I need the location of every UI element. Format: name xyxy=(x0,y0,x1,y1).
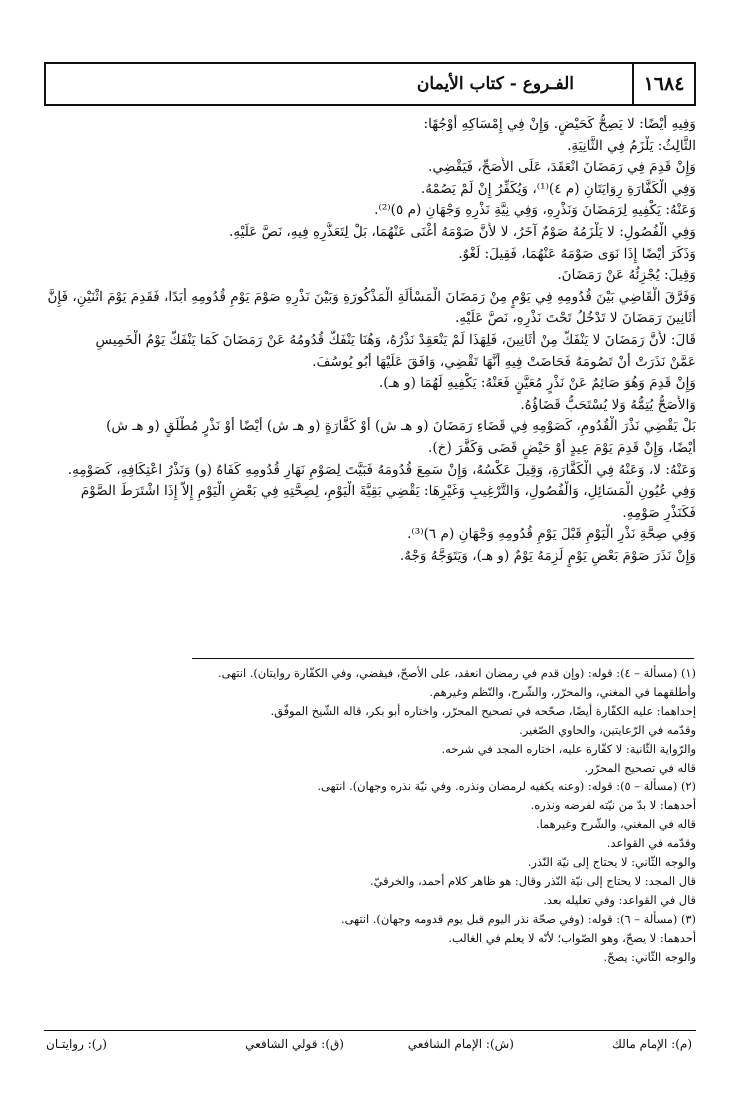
footnotes xyxy=(46,664,696,967)
text-line: أَيْضًا، وَإِنْ قَدِمَ يَوْمَ عِيدٍ أَوْ حَيْضٍ قَضَى وَكَفَّرَ (خ). xyxy=(428,439,696,456)
main-text xyxy=(46,114,696,567)
footnote-line: أحدهما: لا يصحّ، وهو الصّواب؛ لأنّه لا يعلم في الغالب. xyxy=(448,930,696,945)
footnote-line: (٣) (مسألة – ٦): قوله: (وفي صحّة نذر اليوم قبل يوم قدومه وجهان). انتهى. xyxy=(341,911,696,926)
legend-riwayatan: (ر): روايتـان xyxy=(46,1037,107,1051)
text-line: وَالأَصَحُّ يُتِمُّهُ وَلا يُسْتَحَبُّ قَضَاؤُهُ. xyxy=(520,396,696,413)
text-line: وَفِي الْفُصُولِ: لا يَلْزَمُهُ صَوْمٌ آخَرُ، لا لأَنَّ صَوْمَهُ أَغْنَى عَنْهُمَا، بَلْ لِتَعَذُّرِهِ فِيهِ، نَصَّ عَلَيْهِ. xyxy=(229,223,696,240)
legend-malik: (م): الإمام مالك xyxy=(611,1037,692,1051)
footnote-line: والرّواية الثّانية: لا كفّارة عليه، اختاره المجد في شرحه. xyxy=(441,741,696,756)
footnote-line: (٢) (مسألة – ٥): قوله: (وعنه يكفيه لرمضان ونذره. وفي نيّة نذره وجهان). انتهى. xyxy=(317,779,696,794)
text-line: وَفِي صِحَّةِ نَذْرِ الْيَوْمِ قَبْلَ يَوْمِ قُدُومِهِ وَجْهَانِ (م ٦)⁽³⁾. xyxy=(407,526,696,543)
text-line: وَفِي الْكَفَّارَةِ رِوَايَتَانِ (م ٤)⁽¹⁾، وَيُكَفِّرُ إِنْ لَمْ يَصُمْهُ. xyxy=(420,180,696,197)
text-line: عَمَّنْ نَذَرَتْ أَنْ تَصُومَهُ فَحَاضَتْ فِيهِ أَنَّهَا تَقْضِي، وَافَقَ عَلَيْهَا أَبُو يُوسُفَ. xyxy=(312,353,696,370)
footnote-line: وأطلقهما في المغني، والمحرّر، والشّرح، والنّظم وغيرهم. xyxy=(429,684,696,699)
text-line: أَثَانِينَ رَمَضَانَ لا تَدْخُلُ تَحْتَ نَذْرِهِ، نَصَّ عَلَيْهِ. xyxy=(455,310,696,327)
footnote-line: إحداهما: عليه الكفّارة أيضًا، صحّحه في تصحيح المحرّر، واختاره أبو بكر، قاله الشّيخ الموفّق. xyxy=(270,703,696,718)
text-line: فَكَنَذْرِ صَوْمِهِ. xyxy=(622,504,696,521)
footnote-line: وقدّمه في القواعد. xyxy=(606,836,696,851)
footnote-line: قاله في تصحيح المحرّر. xyxy=(584,760,696,775)
footnote-line: قال في القواعد: وفي تعليله بعد. xyxy=(543,892,696,907)
legend-shafii: (ش): الإمام الشافعي xyxy=(407,1037,514,1051)
text-line: قَالَ: لأَنَّ رَمَضَانَ لا يَنْفَكُّ مِنْ أَثَانِينَ، فَلِهَذَا لَمْ يَنْعَقِدْ نَذْرُهُ، وَهُنَا يَنْفَكُّ قُدُومُهُ عَنْ رَمَضَانَ كَمَا يَنْفَكُّ يَوْمُ الْخَمِيسِ xyxy=(95,331,696,348)
text-line: وَفِيهِ أَيْضًا: لا يَصِحُّ كَحَيْضٍ. وَإِنْ فِي إِمْسَاكِهِ أَوْجُهًا: xyxy=(423,116,696,132)
footnote-line: والوجه الثّاني: يصحّ. xyxy=(603,949,696,964)
text-line: الثَّالِثُ: يَلْزَمُ فِي الثَّانِيَةِ. xyxy=(567,137,696,154)
footnote-line: قاله في المغني، والشّرح وغيرهما. xyxy=(535,817,696,832)
text-line: وَفَرَّقَ الْقَاضِي بَيْنَ قُدُومِهِ فِي يَوْمٍ مِنْ رَمَضَانَ الْمَسْأَلَةِ الْمَذْكُورَةِ وَبَيْنَ نَذْرِهِ صَوْمَ يَوْمِ قُدُومِهِ أَبَدًا، فَقَدِمَ يَوْمَ اثْنَيْنِ، فَإِنَّ xyxy=(47,288,696,305)
text-line: وَفِي عُيُونِ الْمَسَائِلِ، وَالْفُصُولِ، وَالتَّرْغِيبِ وَغَيْرِهَا: يَقْضِي بَقِيَّةَ الْيَوْمِ، لِصِحَّتِهِ فِي بَعْضِ الْيَوْمِ إِلاَّ إِذَا اشْتَرَطَ الصَّوْمَ xyxy=(80,483,696,500)
footnote-divider xyxy=(192,658,694,659)
legend-shafii-qawlan: (ق): قولي الشافعي xyxy=(245,1037,344,1051)
footnote-line: (١) (مسألة – ٤): قوله: (وإن قدم في رمضان انعقد، على الأصحّ، فيقضي، وفي الكفّارة روايتان). انتهى. xyxy=(217,666,696,680)
page xyxy=(44,62,696,1092)
text-line: وَإِنْ نَذَرَ صَوْمَ بَعْضِ يَوْمٍ لَزِمَهُ يَوْمٌ (و هـ)، وَيَتَوَجَّهُ وَجْهٌ. xyxy=(399,547,696,564)
text-line: وَإِنْ قَدِمَ وَهُوَ صَائِمٌ عَنْ نَذْرٍ مُعَيَّنٍ فَعَنْهُ: يَكْفِيهِ لَهُمَا (و هـ). xyxy=(378,375,696,392)
page-header xyxy=(44,62,696,106)
text-line: وَعَنْهُ: لا، وَعَنْهُ فِي الْكَفَّارَةِ، وَقِيلَ عَكْسُهُ، وَإِنْ سَمِعَ قُدُومَهُ فَبَيَّتَ لِصَوْمِ نَهَارِ قُدُومِهِ كَفَاهُ (و) وَنَذْرُ اعْتِكَافِهِ، كَصَوْمِهِ. xyxy=(67,461,696,478)
text-line: وَقِيلَ: يُجْزِئُهُ عَنْ رَمَضَانَ. xyxy=(557,267,696,284)
page-number: ١٦٨٤ xyxy=(632,64,694,104)
text-line: بَلْ يَقْضِي نَذْرَ الْقُدُومِ، كَصَوْمِهِ فِي قَضَاءِ رَمَضَانَ (و هـ ش) أَوْ كَفَّارَةٍ (و هـ ش) أَيْضًا أَوْ نَذْرٍ مُطْلَقٍ (و هـ ش) xyxy=(106,418,696,435)
footnote-line: وقدّمه في الرّعايتين، والحاوي الصّغير. xyxy=(519,722,696,737)
text-line: وَذَكَرَ أَيْضًا إِذَا نَوَى صَوْمَهُ عَنْهُمَا، فَقِيلَ: لَغْوٌ. xyxy=(458,245,696,262)
page-title: الفـروع - كتاب الأيمان xyxy=(416,74,574,94)
abbreviation-legend xyxy=(44,1030,696,1051)
text-line: وَإِنْ قَدِمَ فِي رَمَضَانَ انْعَقَدَ، عَلَى الأَصَحِّ، فَيَقْضِي. xyxy=(428,159,696,176)
footnote-line: أحدهما: لا بدّ من نيّته لفرضه ونذره. xyxy=(530,798,696,813)
text-line: وَعَنْهُ: يَكْفِيهِ لِرَمَضَانَ وَنَذْرِهِ، وَفِي نِيَّةِ نَذْرِهِ وَجْهَانِ (م ٥)⁽²⁾. xyxy=(374,202,696,219)
footnote-line: والوجه الثّاني: لا يحتاج إلى نيّة النّذر. xyxy=(527,855,696,870)
footnote-line: قال المجد: لا يحتاج إلى نيّة النّذر وقال: هو ظاهر كلام أحمد، والخرقيّ. xyxy=(369,873,696,888)
